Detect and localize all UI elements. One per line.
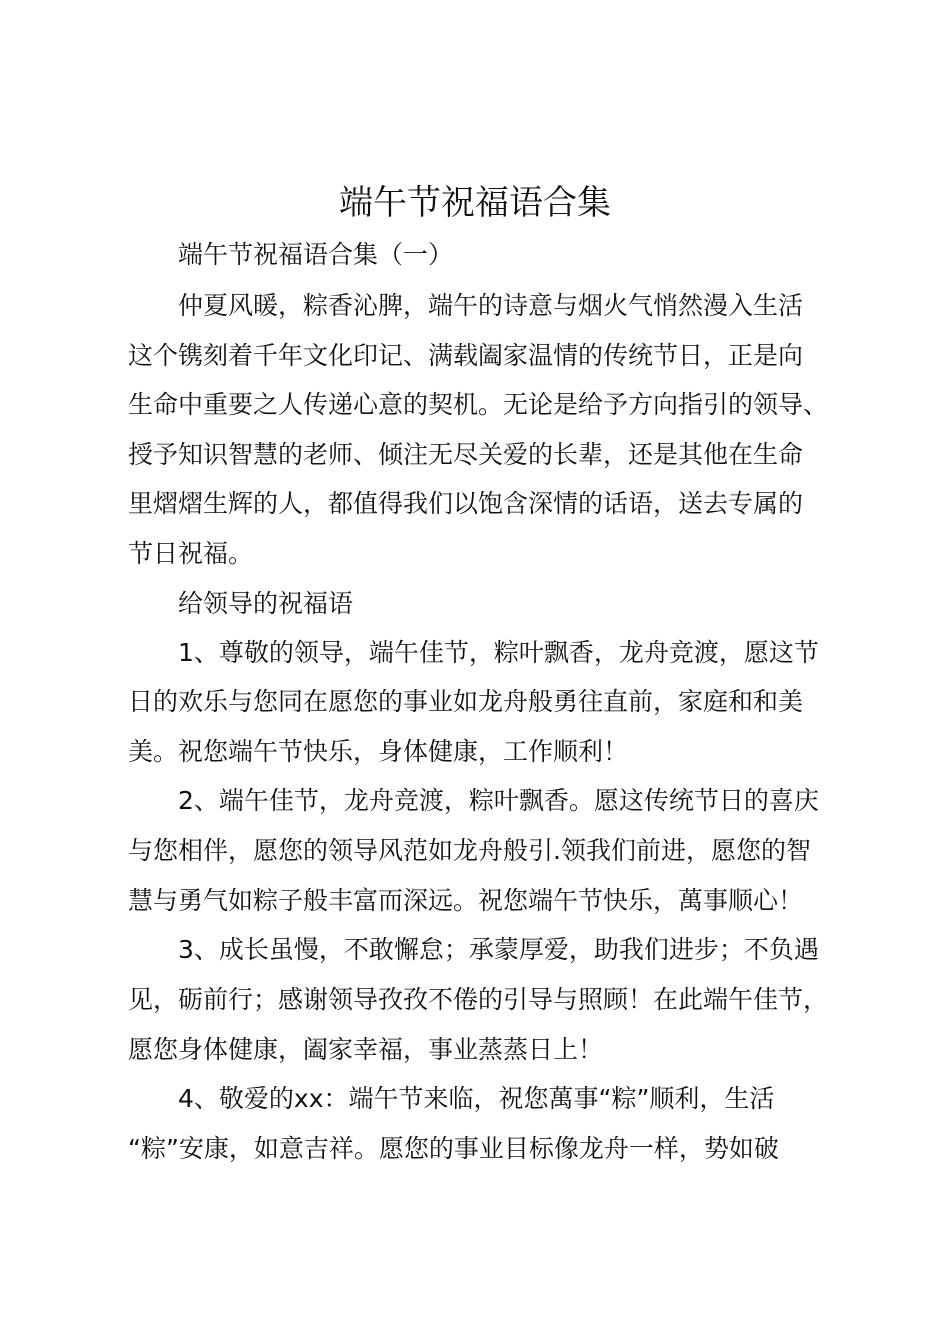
paragraph-line: 慧与勇气如粽子般丰富而深远。祝您端午节快乐，萬事顺心！	[128, 886, 804, 915]
paragraph-line: 2、端午佳节，龙舟竞渡，粽叶飘香。愿这传统节日的喜庆	[178, 786, 819, 815]
paragraph-line: 日的欢乐与您同在愿您的事业如龙舟般勇往直前，家庭和和美	[128, 687, 804, 716]
paragraph-line: 见，砺前行；感谢领导孜孜不倦的引导与照顾！在此端午佳节，	[128, 985, 829, 1014]
paragraph-line: 节日祝福。	[128, 539, 254, 568]
document-title: 端午节祝福语合集	[339, 183, 611, 223]
paragraph-line: 愿您身体健康，阖家幸福，事业蒸蒸日上！	[128, 1035, 604, 1064]
paragraph-line: 美。祝您端午节快乐，身体健康，工作顺利！	[128, 737, 629, 766]
paragraph-line: 4、敬爱的xx：端午节来临，祝您萬事“粽”顺利，生活	[178, 1084, 775, 1113]
paragraph-line: 仲夏风暖，粽香沁脾，端午的诗意与烟火气悄然漫入生活	[178, 291, 804, 320]
subsection-heading: 给领导的祝福语	[178, 589, 354, 618]
section-heading: 端午节祝福语合集（一）	[178, 240, 454, 269]
paragraph-line: 这个镌刻着千年文化印记、满载阖家温情的传统节日，正是向	[128, 341, 804, 370]
paragraph-line: 生命中重要之人传递心意的契机。无论是给予方向指引的领导、	[128, 390, 829, 419]
paragraph-line: 与您相伴，愿您的领导风范如龙舟般引.领我们前进，愿您的智	[128, 836, 811, 865]
paragraph-line: “粽”安康，如意吉祥。愿您的事业目标像龙舟一样，势如破	[128, 1134, 779, 1163]
paragraph-line: 1、尊敬的领导，端午佳节，粽叶飘香，龙舟竞渡，愿这节	[178, 638, 819, 667]
paragraph-line: 里熠熠生辉的人，都值得我们以饱含深情的话语，送去专属的	[128, 489, 804, 518]
paragraph-line: 3、成长虽慢，不敢懈怠；承蒙厚爱，助我们进步；不负遇	[178, 935, 819, 964]
paragraph-line: 授予知识智慧的老师、倾注无尽关爱的长辈，还是其他在生命	[128, 440, 804, 469]
